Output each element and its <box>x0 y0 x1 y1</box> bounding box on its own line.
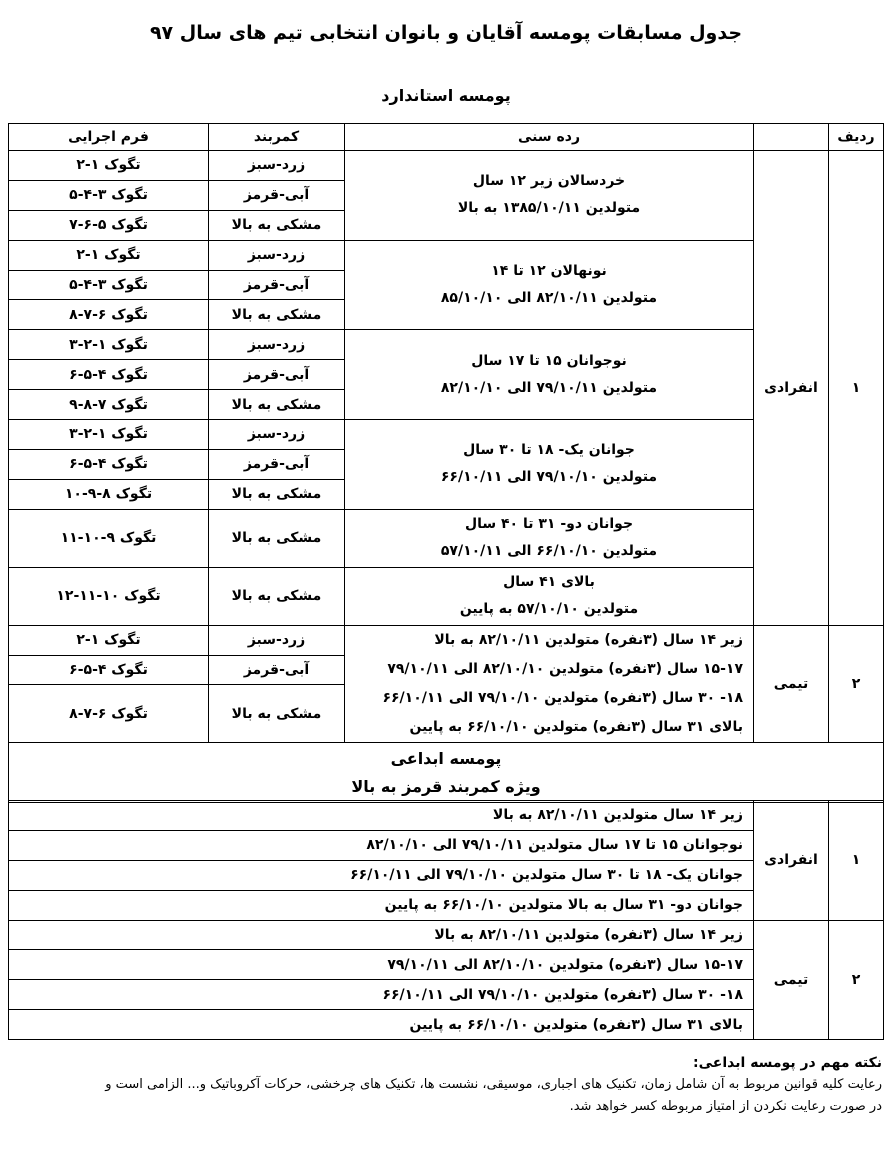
table-row <box>9 151 884 181</box>
form-cell: تگوک ۱-۲-۳ <box>9 330 209 360</box>
table-row <box>9 567 884 625</box>
note-line: رعایت کلیه قوانین مربوط به آن شامل زمان، تکنیک های اجباری، موسیقی، نشست ها، تکنیک های چرخشی، حرکات آکروباتیک و... الزامی است و <box>105 1077 882 1092</box>
form-cell: تگوک ۹-۱۰-۱۱ <box>9 509 209 567</box>
header-form: فرم اجرایی <box>9 124 209 151</box>
belt-cell: آبی-قرمز <box>209 180 345 210</box>
team-category-line: ۱۵-۱۷ سال (۳نفره) متولدین ۸۲/۱۰/۱۰ الی ۷۹/۱۰/۱۱ <box>387 661 743 678</box>
form-cell: تگوک ۶-۷-۸ <box>9 685 209 743</box>
team-category-line: بالای ۳۱ سال (۳نفره) متولدین ۶۶/۱۰/۱۰ به پایین <box>409 719 743 736</box>
table-row <box>9 890 884 920</box>
creative-banner <box>9 743 884 803</box>
creative-category-line: بالای ۳۱ سال (۳نفره) متولدین ۶۶/۱۰/۱۰ به پایین <box>9 1010 754 1040</box>
creative-category-line: ۱۵-۱۷ سال (۳نفره) متولدین ۸۲/۱۰/۱۰ الی ۷۹/۱۰/۱۱ <box>9 950 754 980</box>
belt-cell: آبی-قرمز <box>209 449 345 479</box>
belt-cell: آبی-قرمز <box>209 655 345 685</box>
belt-cell: مشکی به بالا <box>209 479 345 509</box>
radif-cell: ۲ <box>829 920 884 1040</box>
header-radif: ردیف <box>829 124 884 151</box>
belt-cell: آبی-قرمز <box>209 360 345 390</box>
table-row <box>9 625 884 655</box>
type-cell-individual: انفرادی <box>754 801 829 921</box>
creative-category-line: جوانان یک- ۱۸ تا ۳۰ سال متولدین ۷۹/۱۰/۱۰ الی ۶۶/۱۰/۱۱ <box>9 860 754 890</box>
belt-cell: مشکی به بالا <box>209 390 345 420</box>
table-row <box>9 1010 884 1040</box>
creative-category-line: نوجوانان ۱۵ تا ۱۷ سال متولدین ۷۹/۱۰/۱۱ الی ۸۲/۱۰/۱۰ <box>9 830 754 860</box>
category-cell <box>345 151 754 241</box>
form-cell: تگوک ۴-۵-۶ <box>9 449 209 479</box>
belt-cell: مشکی به بالا <box>209 509 345 567</box>
form-cell: تگوک ۱-۲ <box>9 240 209 270</box>
creative-category-line: زیر ۱۴ سال متولدین ۸۲/۱۰/۱۱ به بالا <box>9 801 754 831</box>
belt-cell: مشکی به بالا <box>209 567 345 625</box>
category-birth-range: متولدین ۷۹/۱۰/۱۰ الی ۶۶/۱۰/۱۱ <box>440 469 658 486</box>
note-title: نکته مهم در پومسه ابداعی: <box>693 1055 882 1071</box>
table-row <box>9 801 884 831</box>
creative-category-line: جوانان دو- ۳۱ سال به بالا متولدین ۶۶/۱۰/۱۰ به پایین <box>9 890 754 920</box>
table-row <box>9 920 884 950</box>
belt-cell: مشکی به بالا <box>209 210 345 240</box>
table-row <box>9 330 884 360</box>
belt-cell: آبی-قرمز <box>209 270 345 300</box>
category-birth-range: متولدین ۶۶/۱۰/۱۰ الی ۵۷/۱۰/۱۱ <box>440 543 658 560</box>
category-cell-team <box>345 625 754 743</box>
type-cell-team: تیمی <box>754 625 829 743</box>
belt-cell: زرد-سبز <box>209 625 345 655</box>
table-row <box>9 860 884 890</box>
creative-poomsae-table <box>8 800 884 1040</box>
category-birth-range: متولدین ۷۹/۱۰/۱۱ الی ۸۲/۱۰/۱۰ <box>440 379 658 396</box>
standard-poomsae-table <box>8 123 884 803</box>
form-cell: تگوک ۳-۴-۵ <box>9 180 209 210</box>
form-cell: تگوک ۱-۲ <box>9 625 209 655</box>
form-cell: تگوک ۸-۹-۱۰ <box>9 479 209 509</box>
category-title: نوجوانان ۱۵ تا ۱۷ سال <box>471 352 627 369</box>
creative-category-line: زیر ۱۴ سال (۳نفره) متولدین ۸۲/۱۰/۱۱ به بالا <box>9 920 754 950</box>
form-cell: تگوک ۵-۶-۷ <box>9 210 209 240</box>
category-title: جوانان دو- ۳۱ تا ۴۰ سال <box>464 516 634 533</box>
header-belt: کمربند <box>209 124 345 151</box>
belt-cell: زرد-سبز <box>209 330 345 360</box>
form-cell: تگوک ۱-۲ <box>9 151 209 181</box>
category-cell <box>345 330 754 420</box>
category-birth-range: متولدین ۱۳۸۵/۱۰/۱۱ به بالا <box>457 200 641 217</box>
belt-cell: مشکی به بالا <box>209 685 345 743</box>
creative-category-line: ۱۸- ۳۰ سال (۳نفره) متولدین ۷۹/۱۰/۱۰ الی ۶۶/۱۰/۱۱ <box>9 980 754 1010</box>
belt-cell: زرد-سبز <box>209 420 345 450</box>
category-birth-range: متولدین ۸۲/۱۰/۱۱ الی ۸۵/۱۰/۱۰ <box>440 290 658 306</box>
form-cell: تگوک ۱-۲-۳ <box>9 420 209 450</box>
belt-cell: زرد-سبز <box>209 151 345 181</box>
header-type <box>754 124 829 151</box>
category-cell <box>345 240 754 330</box>
team-category-line: ۱۸- ۳۰ سال (۳نفره) متولدین ۷۹/۱۰/۱۰ الی ۶۶/۱۰/۱۱ <box>382 690 743 707</box>
table-row <box>9 980 884 1010</box>
page-title: جدول مسابقات پومسه آقایان و بانوان انتخابی تیم های سال ۹۷ <box>149 22 743 44</box>
type-cell-team: تیمی <box>754 920 829 1040</box>
category-cell <box>345 567 754 625</box>
category-cell <box>345 420 754 510</box>
important-note <box>10 1052 882 1118</box>
form-cell: تگوک ۷-۸-۹ <box>9 390 209 420</box>
form-cell: تگوک ۶-۷-۸ <box>9 300 209 330</box>
note-line: در صورت رعایت نکردن از امتیاز مربوطه کسر خواهد شد. <box>569 1099 882 1114</box>
table-row <box>9 420 884 450</box>
form-cell: تگوک ۴-۵-۶ <box>9 655 209 685</box>
table-row <box>9 830 884 860</box>
form-cell: تگوک ۳-۴-۵ <box>9 270 209 300</box>
creative-subtitle: ویژه کمربند قرمز به بالا <box>351 776 541 796</box>
radif-cell: ۱ <box>829 151 884 626</box>
category-title: نونهالان ۱۲ تا ۱۴ <box>491 263 607 279</box>
belt-cell: مشکی به بالا <box>209 300 345 330</box>
radif-cell: ۲ <box>829 625 884 743</box>
form-cell: تگوک ۱۰-۱۱-۱۲ <box>9 567 209 625</box>
radif-cell: ۱ <box>829 801 884 921</box>
table-header-row <box>9 124 884 151</box>
category-birth-range: متولدین ۵۷/۱۰/۱۰ به پایین <box>459 601 639 618</box>
table-row <box>9 240 884 270</box>
creative-banner-row <box>9 743 884 803</box>
category-title: خردسالان زیر ۱۲ سال <box>472 173 626 190</box>
category-title: جوانان یک- ۱۸ تا ۳۰ سال <box>463 442 635 459</box>
creative-title: پومسه ابداعی <box>390 748 502 768</box>
form-cell: تگوک ۴-۵-۶ <box>9 360 209 390</box>
table-row <box>9 509 884 567</box>
header-category: رده سنی <box>345 124 754 151</box>
section-title-standard: پومسه استاندارد <box>381 86 511 105</box>
team-category-line: زیر ۱۴ سال (۳نفره) متولدین ۸۲/۱۰/۱۱ به بالا <box>434 632 743 649</box>
belt-cell: زرد-سبز <box>209 240 345 270</box>
category-title: بالای ۴۱ سال <box>503 574 595 591</box>
type-cell-individual: انفرادی <box>754 151 829 626</box>
category-cell <box>345 509 754 567</box>
table-row <box>9 950 884 980</box>
